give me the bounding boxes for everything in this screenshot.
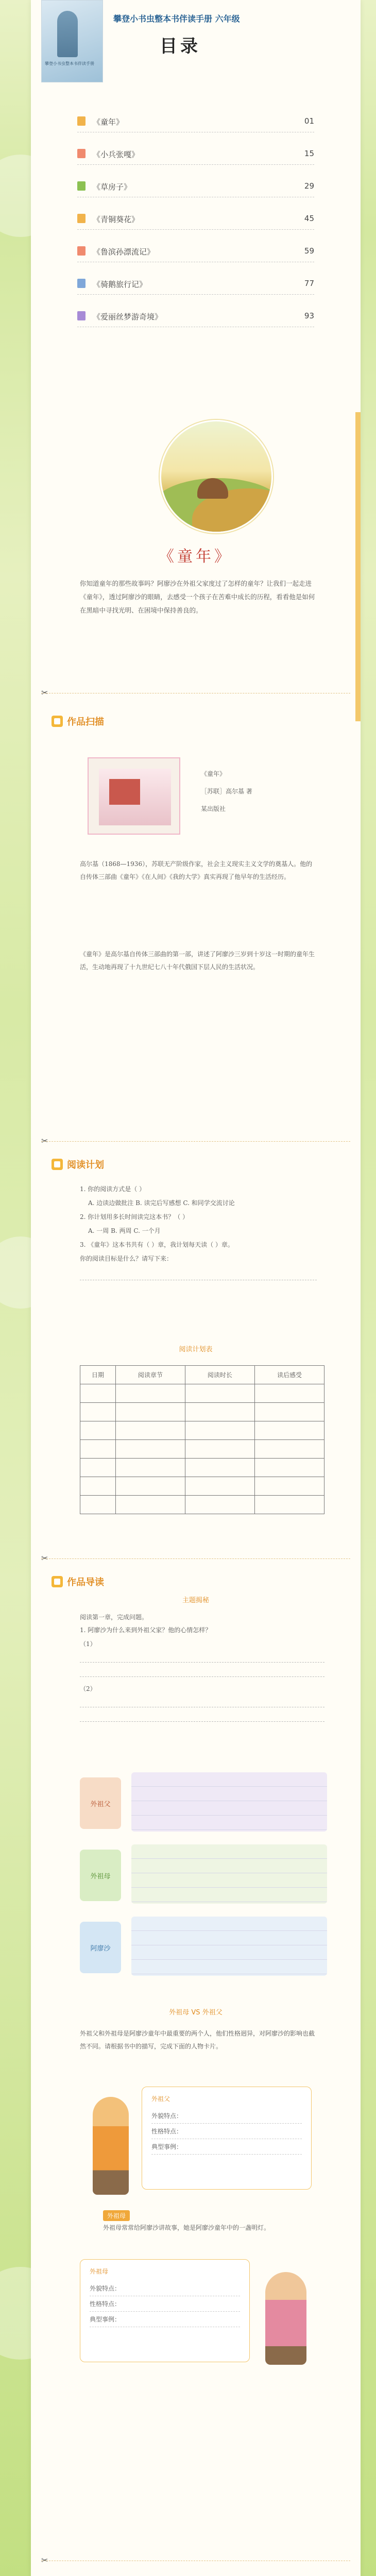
table-cell[interactable] <box>254 1384 324 1403</box>
scissor-icon: ✂ <box>41 1136 48 1146</box>
section-heading <box>52 1574 104 1589</box>
table-cell[interactable] <box>254 1403 324 1421</box>
guide-paragraph: 外祖父和外祖母是阿廖沙童年中最重要的两个人，他们性格迥异，对阿廖沙的影响也截然不同。请根据书中的描写，完成下面的人物卡片。 <box>80 2030 315 2050</box>
book-card-block <box>109 779 140 805</box>
table-header: 读后感受 <box>254 1366 324 1384</box>
toc-book-icon <box>77 246 86 256</box>
cover-title: 攀登小书虫整本书伴读手册 <box>45 61 94 66</box>
table-row <box>80 1403 324 1421</box>
table-cell[interactable] <box>80 1496 116 1514</box>
table-cell[interactable] <box>115 1459 185 1477</box>
table-cell[interactable] <box>185 1440 254 1459</box>
section-icon <box>52 1159 63 1170</box>
table-cell[interactable] <box>80 1477 116 1496</box>
table-cell[interactable] <box>80 1421 116 1440</box>
character-card-row <box>80 1844 327 1906</box>
meta-publisher: 某出版社 <box>201 805 226 812</box>
question: 你的阅读目标是什么？请写下来： <box>80 1255 173 1262</box>
toc-item[interactable] <box>77 308 314 327</box>
card-field[interactable]: 典型事例： <box>90 2312 240 2327</box>
table-cell[interactable] <box>254 1440 324 1459</box>
work-paragraph: 《童年》是高尔基自传体三部曲的第一部，讲述了阿廖沙三岁到十岁这一时期的童年生活，生动地再现了十九世纪七八十年代俄国下层人民的生活状况。 <box>80 951 315 971</box>
table-cell[interactable] <box>185 1384 254 1403</box>
question-options: A. 边读边做批注 B. 读完后写感想 C. 和同学交流讨论 <box>88 1199 235 1207</box>
guide-lead: 阅读第一章，完成问题。 <box>80 1614 148 1621</box>
table-cell[interactable] <box>115 1440 185 1459</box>
toc-item[interactable] <box>77 146 314 165</box>
plan-table-title: 阅读计划表 <box>179 1346 213 1353</box>
table-header: 阅读时长 <box>185 1366 254 1384</box>
grandfather-card <box>142 2087 312 2190</box>
grandmother-figure <box>265 2272 306 2365</box>
toc-book-icon <box>77 214 86 223</box>
toc-item-page: 59 <box>304 246 314 256</box>
grandfather-figure <box>93 2097 129 2195</box>
character-notes[interactable] <box>131 1772 327 1832</box>
section-title: 阅读计划 <box>67 1160 104 1171</box>
toc-item-page: 29 <box>304 181 314 191</box>
answer-line[interactable] <box>80 1266 317 1280</box>
table-cell[interactable] <box>115 1384 185 1403</box>
card-label: 外祖母 <box>90 2268 109 2275</box>
card-field[interactable]: 外貌特点： <box>151 2108 302 2124</box>
guide-subtitle: 外祖母 VS 外祖父 <box>169 2009 223 2016</box>
answer-label: （2） <box>80 1685 96 1692</box>
toc-item[interactable] <box>77 178 314 197</box>
table-cell[interactable] <box>115 1421 185 1440</box>
grandmother-tag: 外祖母 <box>103 2210 130 2221</box>
answer-line[interactable] <box>80 1648 324 1663</box>
card-field[interactable]: 外貌特点： <box>90 2281 240 2296</box>
meta-title: 《童年》 <box>201 770 226 777</box>
section-icon <box>52 1576 63 1587</box>
cut-line <box>41 1558 350 1559</box>
card-field[interactable]: 典型事例： <box>151 2139 302 2155</box>
table-cell[interactable] <box>185 1421 254 1440</box>
scissor-icon: ✂ <box>41 1553 48 1563</box>
table-cell[interactable] <box>80 1384 116 1403</box>
toc-book-icon <box>77 311 86 320</box>
scissor-icon: ✂ <box>41 2555 48 2565</box>
answer-line[interactable] <box>80 1693 324 1707</box>
book-title: 《童年》 <box>159 548 233 566</box>
hero-illustration <box>160 420 273 533</box>
toc-item[interactable] <box>77 243 314 262</box>
table-cell[interactable] <box>115 1403 185 1421</box>
card-field[interactable]: 性格特点： <box>90 2296 240 2312</box>
toc-item-name: 《爱丽丝梦游奇境》 <box>93 312 163 321</box>
character-notes[interactable] <box>131 1917 327 1976</box>
table-cell[interactable] <box>254 1421 324 1440</box>
grandmother-card <box>80 2259 250 2362</box>
toc-item[interactable] <box>77 276 314 295</box>
scissor-icon: ✂ <box>41 688 48 698</box>
question: 1. 你的阅读方式是（ ） <box>80 1185 146 1193</box>
table-of-contents <box>77 113 314 341</box>
toc-item-name: 《草房子》 <box>93 182 132 192</box>
answer-label: （1） <box>80 1640 96 1648</box>
cut-line <box>41 1141 350 1142</box>
table-header: 日期 <box>80 1366 116 1384</box>
table-cell[interactable] <box>254 1496 324 1514</box>
toc-title: 目录 <box>160 36 201 57</box>
table-cell[interactable] <box>185 1496 254 1514</box>
table-cell[interactable] <box>185 1403 254 1421</box>
guide-subtitle: 主题揭秘 <box>182 1597 209 1604</box>
table-cell[interactable] <box>185 1459 254 1477</box>
table-row <box>80 1440 324 1459</box>
section-title: 作品导读 <box>67 1577 104 1588</box>
table-row <box>80 1459 324 1477</box>
meta-author: ［苏联］高尔基 著 <box>201 788 252 795</box>
table-row <box>80 1384 324 1403</box>
table-cell[interactable] <box>115 1477 185 1496</box>
table-cell[interactable] <box>115 1496 185 1514</box>
toc-item-page: 77 <box>304 279 314 288</box>
page-header <box>31 0 361 108</box>
toc-item[interactable] <box>77 113 314 132</box>
character-card-row <box>80 1917 327 1978</box>
table-cell[interactable] <box>80 1459 116 1477</box>
handbook-page <box>31 0 361 2576</box>
book-card <box>88 757 180 835</box>
section-title: 作品扫描 <box>67 717 104 727</box>
author-paragraph: 高尔基（1868—1936），苏联无产阶级作家，社会主义现实主义文学的奠基人。他的自传体三部曲《童年》《在人间》《我的大学》真实再现了他早年的生活经历。 <box>80 860 313 880</box>
table-cell[interactable] <box>80 1440 116 1459</box>
toc-item-page: 15 <box>304 149 314 158</box>
book-intro: 你知道童年的那些故事吗？阿廖沙在外祖父家度过了怎样的童年？让我们一起走进《童年》，透过阿廖沙的眼睛，去感受一个孩子在苦难中成长的历程，看看他是如何在黑暗中寻找光明、在困境中保持善良的。 <box>80 580 315 614</box>
cover-figure <box>57 11 78 57</box>
toc-book-icon <box>77 181 86 191</box>
side-strip <box>355 412 361 721</box>
toc-book-icon <box>77 149 86 158</box>
section-heading <box>52 714 104 729</box>
question: 3. 《童年》这本书共有（ ）章，我计划每天读（ ）章。 <box>80 1241 234 1248</box>
table-cell[interactable] <box>80 1403 116 1421</box>
answer-line[interactable] <box>80 1663 324 1677</box>
table-header: 阅读章节 <box>115 1366 185 1384</box>
character-notes[interactable] <box>131 1844 327 1904</box>
section-icon <box>52 716 63 727</box>
plan-table <box>80 1365 324 1514</box>
guide-question: 1. 阿廖沙为什么来到外祖父家？他的心情怎样？ <box>80 1626 212 1634</box>
brand-title: 攀登小书虫整本书伴读手册 六年级 <box>113 14 240 24</box>
book-cover <box>41 0 103 82</box>
answer-line[interactable] <box>80 1707 324 1722</box>
character-card-row <box>80 1772 327 1834</box>
card-field[interactable]: 性格特点： <box>151 2124 302 2139</box>
table-row <box>80 1477 324 1496</box>
toc-book-icon <box>77 279 86 288</box>
book-card-art <box>99 769 171 825</box>
question-options: A. 一周 B. 两周 C. 一个月 <box>88 1227 161 1234</box>
table-row <box>80 1421 324 1440</box>
toc-item-name: 《鲁滨孙漂流记》 <box>93 247 155 257</box>
section-heading <box>52 1157 104 1172</box>
table-cell[interactable] <box>254 1477 324 1496</box>
table-cell[interactable] <box>185 1477 254 1496</box>
character-badge: 阿廖沙 <box>80 1922 121 1973</box>
character-badge: 外祖父 <box>80 1777 121 1829</box>
guide-question-box <box>80 1613 324 1722</box>
character-badge: 外祖母 <box>80 1850 121 1901</box>
book-meta <box>201 765 252 818</box>
toc-item-name: 《小兵张嘎》 <box>93 150 140 159</box>
toc-item-page: 45 <box>304 214 314 223</box>
reading-plan-quiz <box>80 1182 317 1280</box>
card-label: 外祖父 <box>151 2095 170 2103</box>
toc-item-page: 93 <box>304 311 314 320</box>
table-row <box>80 1496 324 1514</box>
question: 2. 你计划用多长时间读完这本书？（ ） <box>80 1213 189 1221</box>
toc-book-icon <box>77 116 86 126</box>
grandmother-note: 外祖母常常给阿廖沙讲故事，她是阿廖沙童年中的一盏明灯。 <box>103 2224 270 2231</box>
toc-item-name: 《骑鹅旅行记》 <box>93 280 147 289</box>
toc-item-page: 01 <box>304 116 314 126</box>
table-cell[interactable] <box>254 1459 324 1477</box>
toc-item-name: 《青铜葵花》 <box>93 215 140 224</box>
toc-item[interactable] <box>77 211 314 230</box>
toc-item-name: 《童年》 <box>93 117 124 127</box>
